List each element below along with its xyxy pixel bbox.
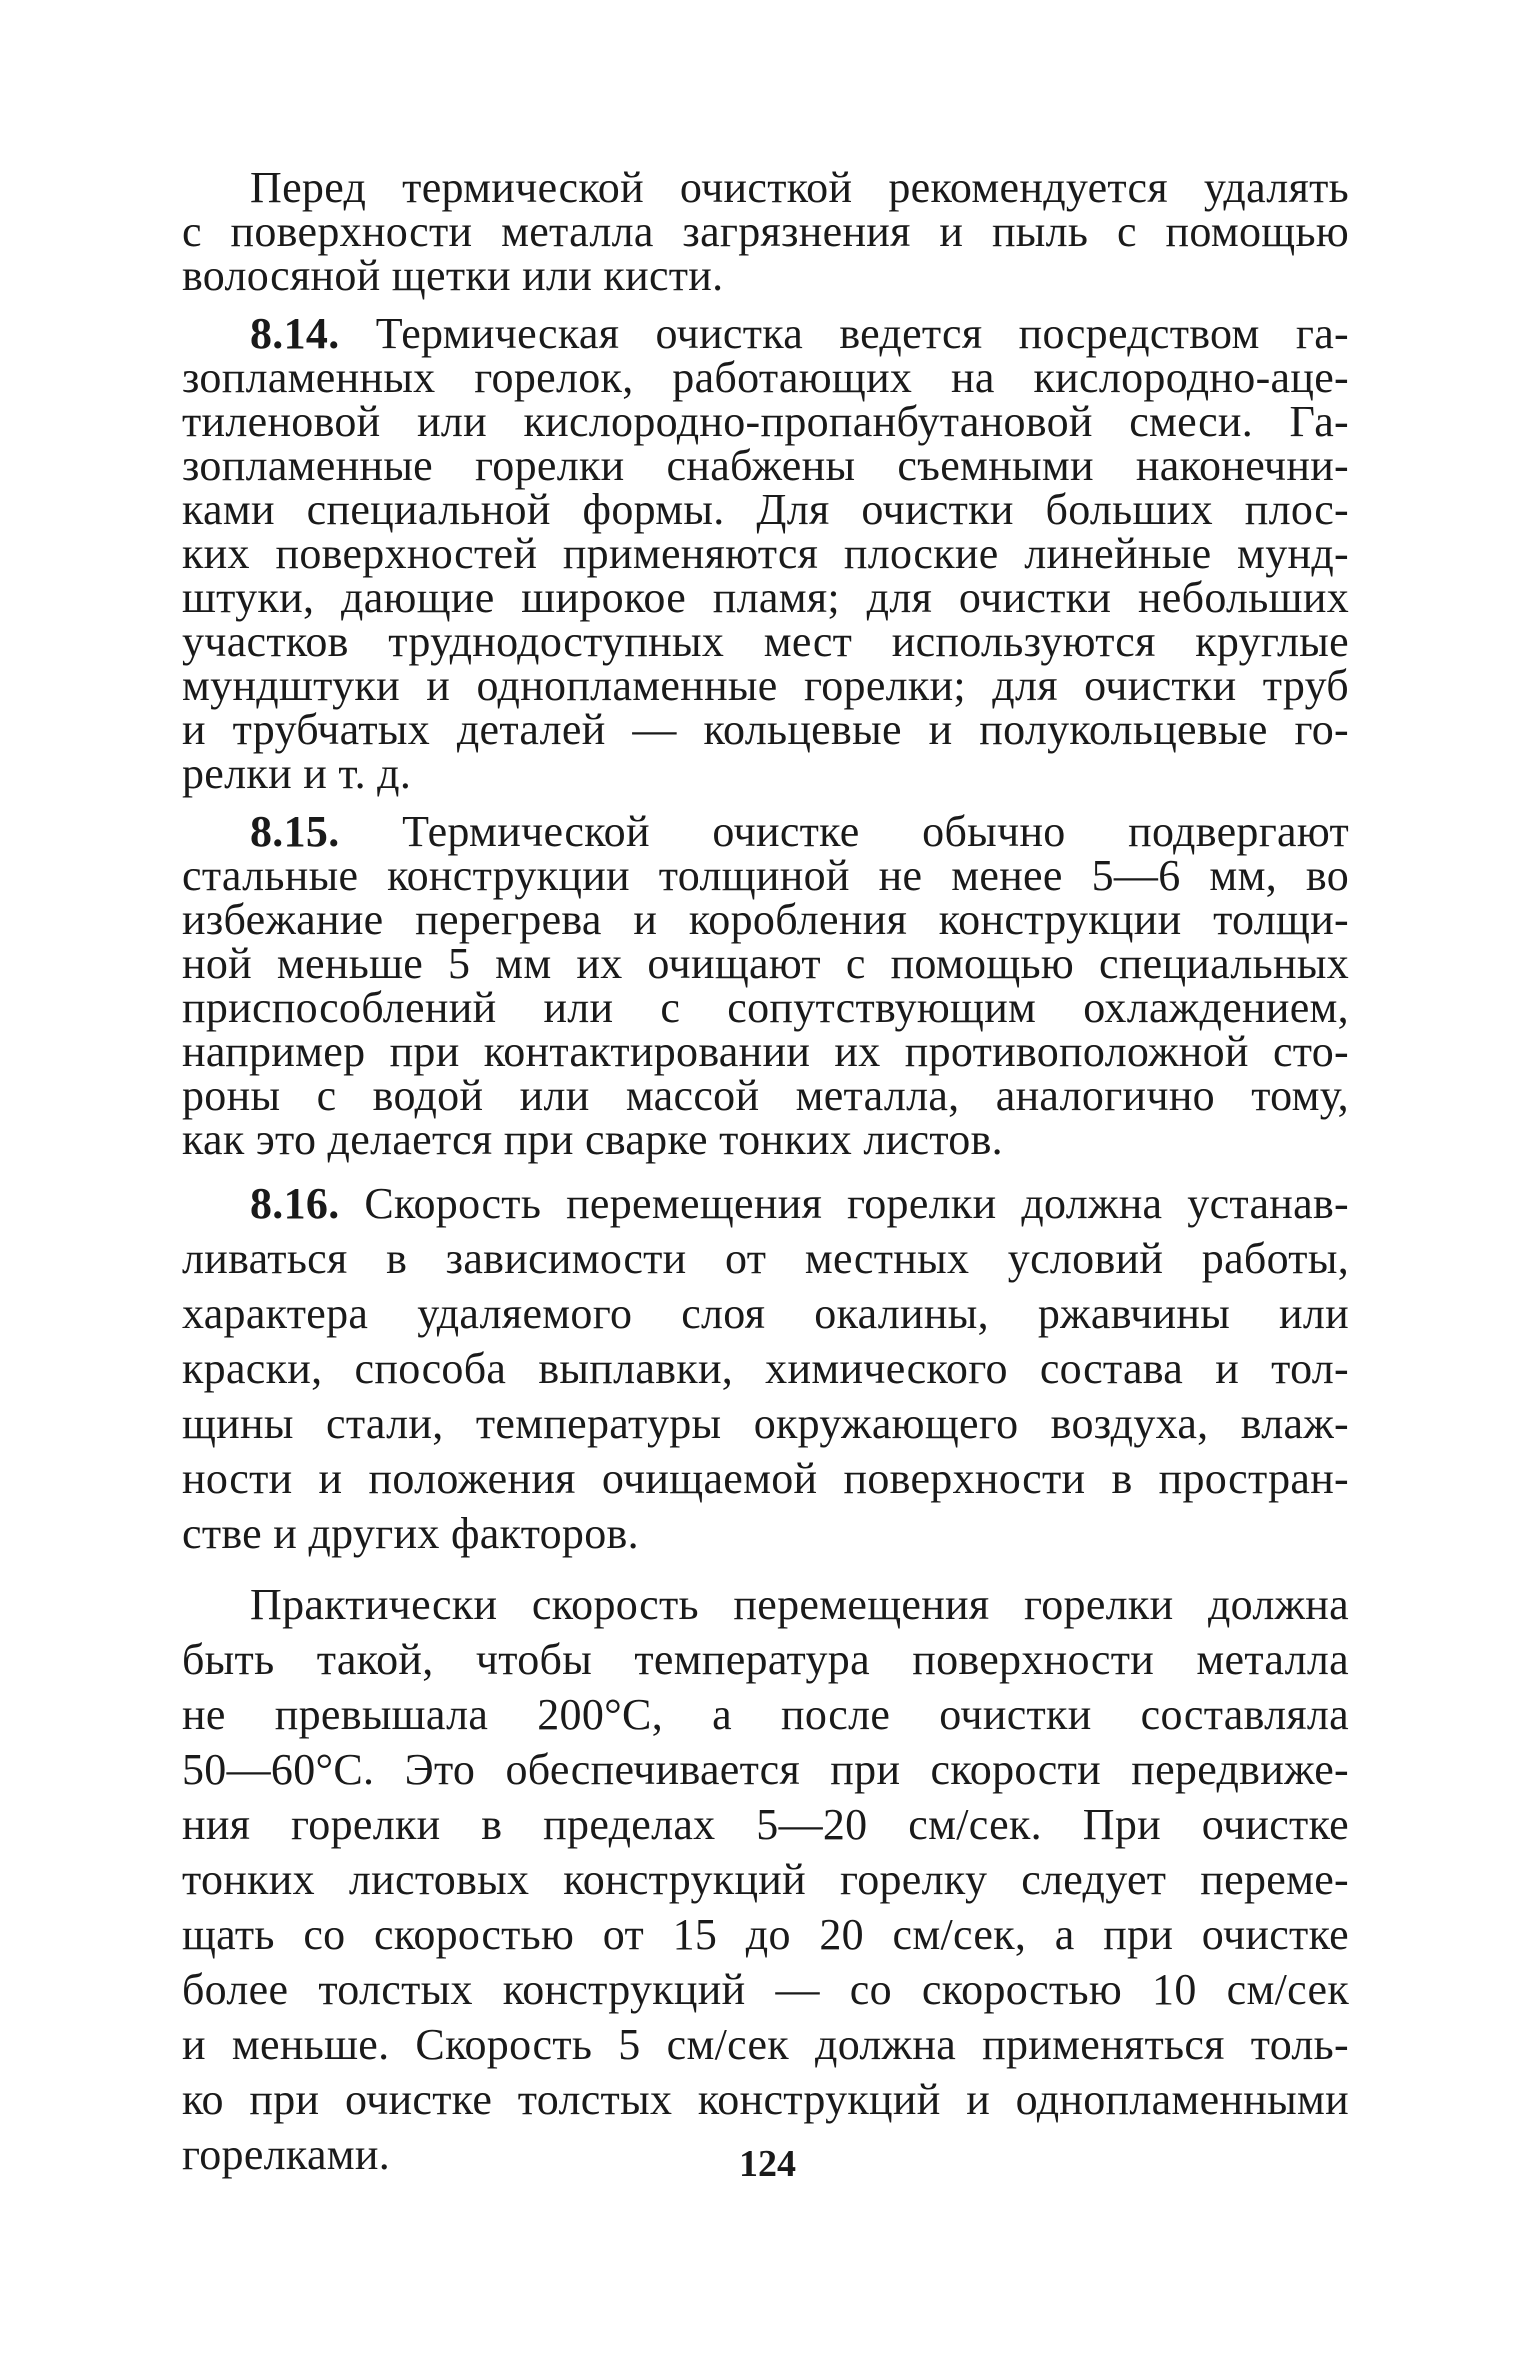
text-line [182, 1176, 1349, 1231]
text-line: ния горелки в пределах 5—20 см/сек. При очистке [182, 1800, 1349, 1849]
text-line: горелками. [182, 2130, 391, 2179]
paragraph-8-14 [182, 309, 1349, 798]
text-line: быть такой, чтобы температура поверхности металла [182, 1635, 1349, 1684]
text-line: штуки, дающие широкое пламя; для очистки небольших [182, 573, 1349, 622]
text-line [182, 309, 1349, 358]
text-line: и меньше. Скорость 5 см/сек должна применяться толь- [182, 2020, 1349, 2069]
text-line: например при контактировании их противоположной сто- [182, 1027, 1349, 1076]
text-line: характера удаляемого слоя окалины, ржавчины или [182, 1289, 1349, 1338]
text-line [182, 807, 1349, 856]
text-line: волосяной щетки или кисти. [182, 251, 724, 300]
text-line: более толстых конструкций — со скоростью 10 см/сек [182, 1965, 1349, 2014]
text-line: ками специальной формы. Для очистки больших плос- [182, 485, 1349, 534]
text-line: мундштуки и однопламенные горелки; для очистки труб [182, 661, 1349, 710]
text-line: зопламенных горелок, работающих на кислородно-аце- [182, 353, 1349, 402]
text-line: ких поверхностей применяются плоские линейные мунд- [182, 529, 1349, 578]
text-line: тиленовой или кислородно-пропанбутановой смеси. Га- [182, 397, 1349, 446]
paragraph-speed-practice [182, 1577, 1349, 2182]
text-line: ности и положения очищаемой поверхности в простран- [182, 1454, 1349, 1503]
paragraph-intro [182, 163, 1349, 300]
text-line: Перед термической очисткой рекомендуется удалять [250, 163, 1349, 212]
section-number: 8.15. [250, 807, 340, 856]
text-line: ной меньше 5 мм их очищают с помощью специальных [182, 939, 1349, 988]
text-line: краски, способа выплавки, химического состава и тол- [182, 1344, 1349, 1393]
text-line: щины стали, температуры окружающего воздуха, влаж- [182, 1399, 1349, 1448]
paragraph-8-16 [182, 1176, 1349, 1561]
text-line: ко при очистке толстых конструкций и однопламенными [182, 2075, 1349, 2124]
text-line: 50—60°С. Это обеспечивается при скорости передвиже- [182, 1745, 1349, 1794]
text-line: не превышала 200°С, а после очистки составляла [182, 1690, 1349, 1739]
section-number: 8.14. [250, 309, 340, 358]
text-line: роны с водой или массой металла, аналогично тому, [182, 1071, 1349, 1120]
text-line: стве и других факторов. [182, 1509, 639, 1558]
page-number: 124 [739, 2143, 796, 2185]
text-line-content: Термической очистке обычно подвергают [339, 807, 1349, 856]
text-line: ливаться в зависимости от местных условий работы, [182, 1234, 1349, 1283]
text-line-content: Скорость перемещения горелки должна устанав- [339, 1179, 1349, 1228]
text-line: релки и т. д. [182, 749, 412, 798]
text-line: зопламенные горелки снабжены съемными наконечни- [182, 441, 1349, 490]
text-line: участков труднодоступных мест используются круглые [182, 617, 1349, 666]
text-line: приспособлений или с сопутствующим охлаждением, [182, 983, 1349, 1032]
text-line: щать со скоростью от 15 до 20 см/сек, а при очистке [182, 1910, 1349, 1959]
text-line: избежание перегрева и коробления конструкции толщи- [182, 895, 1349, 944]
text-line-content: Термическая очистка ведется посредством га- [339, 309, 1349, 358]
text-line: стальные конструкции толщиной не менее 5—6 мм, во [182, 851, 1349, 900]
section-number: 8.16. [250, 1179, 340, 1228]
text-line: как это делается при сварке тонких листов. [182, 1115, 1003, 1164]
text-line: тонких листовых конструкций горелку следует переме- [182, 1855, 1349, 1904]
paragraph-8-15 [182, 807, 1349, 1164]
text-line: с поверхности металла загрязнения и пыль с помощью [182, 207, 1349, 256]
text-line: и трубчатых деталей — кольцевые и полукольцевые го- [182, 705, 1349, 754]
text-line: Практически скорость перемещения горелки должна [250, 1580, 1349, 1629]
document-body [182, 163, 1349, 2182]
